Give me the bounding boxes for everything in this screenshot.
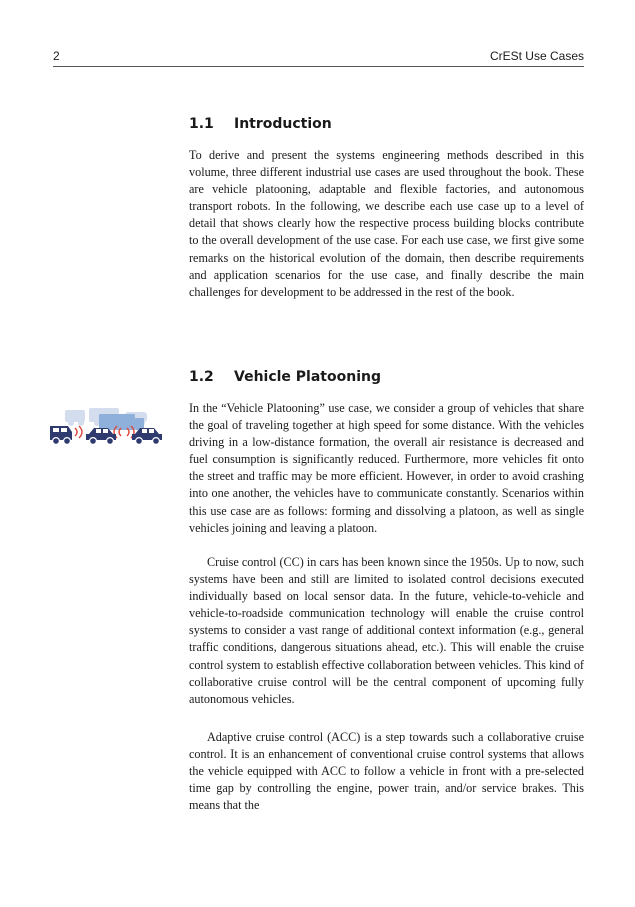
section-number: 1.1 [189, 116, 214, 132]
platooning-paragraph-1: In the “Vehicle Platooning” use case, we consider a group of vehicles that share the goal of traveling together at high speed for some distance. With the vehicles driving in a low-distance formation, the overall air resistance is decreased and fuel consumption is significantly reduced. Furthermore, more vehicles fit onto the street and traffic may be more efficient. However, in order to avoid crashing into one another, the vehicles have to communicate constantly. Scenarios within this use case are as follows: forming and dissolving a platoon, as well as single vehicles joining and leaving a platoon. [189, 401, 584, 535]
running-header [53, 47, 584, 67]
intro-paragraph: To derive and present the systems engineering methods described in this volume, three different industrial use cases are used throughout the book. These are vehicle platooning, adaptable and flexible factories, and autonomous transport robots. In the following, we describe each use case up to a level of detail that shows clearly how the respective process building blocks contribute to the overall development of the use case. For each use case, we first give some remarks on the historical evolution of the domain, then describe requirements and application scenarios for the use case, and finally describe the main challenges for development to be addressed in the rest of the book. [189, 148, 584, 299]
vehicle-platoon-icon [47, 404, 165, 446]
section-title: Introduction [234, 116, 332, 132]
section-heading-vehicle-platooning [189, 369, 584, 385]
running-title: CrESt Use Cases [489, 49, 584, 63]
section-title: Vehicle Platooning [234, 369, 381, 385]
section-number: 1.2 [189, 369, 214, 385]
page-number: 2 [53, 49, 60, 63]
platooning-paragraph-3: Adaptive cruise control (ACC) is a step towards such a collaborative cruise control. It is an enhancement of conventional cruise control systems that allows the vehicle equipped with ACC to follow a vehicle in front with a pre-selected time gap by controlling the engine, power train, and/or service brakes. This means that the [189, 730, 584, 813]
platooning-paragraph-2: Cruise control (CC) in cars has been known since the 1950s. Up to now, such systems have been and still are limited to isolated control decisions executed individually based on local sensor data. In the future, vehicle-to-vehicle and vehicle-to-roadside communication technology will enable the cruise control systems to consider a vast range of additional context information (e.g., general traffic conditions, dangerous situations ahead, etc.). This will enable the cruise control system to establish effective collaboration between vehicles. This kind of collaborative cruise control will be the central component of upcoming fully autonomous vehicles. [189, 555, 584, 706]
section-heading-introduction [189, 116, 584, 132]
